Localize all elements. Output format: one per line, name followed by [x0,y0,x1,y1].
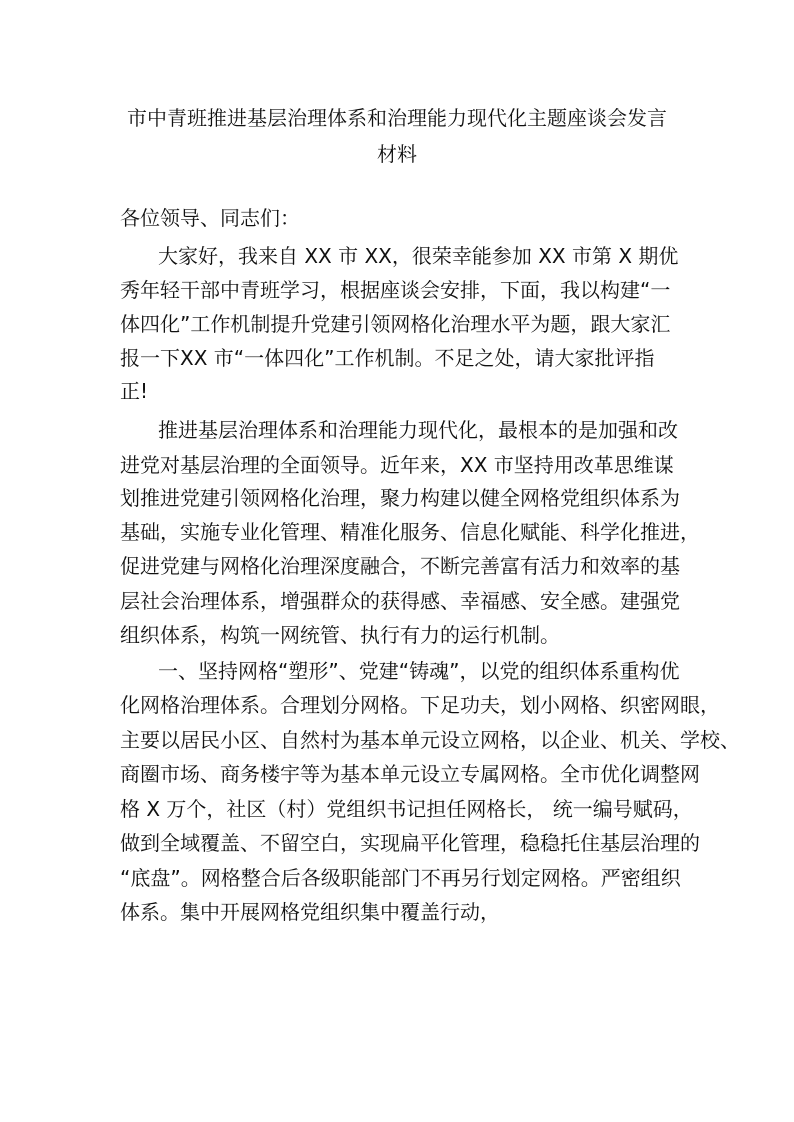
paragraph-1-line-4: 报一下XX 市“一体四化”工作机制。不足之处，请大家批评指 [120,346,655,370]
paragraph-2-line-3: 划推进党建引领网格化治理，聚力构建以健全网格党组织体系为 [120,486,680,510]
paragraph-3-line-3: 主要以居民小区、自然村为基本单元设立网格，以企业、机关、学校、 [120,728,740,752]
paragraph-3-line-7: “底盘”。网格整合后各级职能部门不再另行划定网格。严密组织 [120,866,681,890]
paragraph-3-line-4: 商圈市场、商务楼宇等为基本单元设立专属网格。全市优化调整网 [120,762,700,786]
paragraph-2-line-4: 基础，实施专业化管理、精准化服务、信息化赋能、科学化推进， [120,520,700,544]
paragraph-3-line-2: 化网格治理体系。合理划分网格。下足功夫，划小网格、织密网眼， [120,693,720,717]
document-title-line-2: 材料 [377,142,417,166]
paragraph-2-line-7: 组织体系，构筑一网统管、执行有力的运行机制。 [120,623,560,647]
paragraph-2-line-5: 促进党建与网格化治理深度融合，不断完善富有活力和效率的基 [120,554,680,578]
paragraph-3-line-6: 做到全域覆盖、不留空白，实现扁平化管理，稳稳托住基层治理的 [120,831,700,855]
paragraph-1-line-5: 正! [120,379,149,403]
paragraph-3-line-1: 一、坚持网格“塑形”、党建“铸魂”，以党的组织体系重构优 [158,659,680,683]
salutation: 各位领导、同志们： [120,206,300,230]
paragraph-1-line-1: 大家好，我来自 XX 市 XX，很荣幸能参加 XX 市第 X 期优 [158,244,679,268]
paragraph-3-line-8: 体系。集中开展网格党组织集中覆盖行动， [120,900,500,924]
document-title-line-1: 市中青班推进基层治理体系和治理能力现代化主题座谈会发言 [127,106,667,130]
paragraph-1-line-3: 体四化”工作机制提升党建引领网格化治理水平为题，跟大家汇 [120,312,671,336]
paragraph-1-line-2: 秀年轻干部中青班学习，根据座谈会安排，下面，我以构建“一 [120,278,671,302]
paragraph-2-line-2: 进党对基层治理的全面领导。近年来，XX 市坚持用改革思维谋 [120,453,674,477]
paragraph-2-line-1: 推进基层治理体系和治理能力现代化，最根本的是加强和改 [158,418,678,442]
paragraph-3-line-5: 格 X 万个，社区（村）党组织书记担任网格长， 统一编号赋码， [120,797,693,821]
paragraph-2-line-6: 层社会治理体系，增强群众的获得感、幸福感、安全感。建强党 [120,589,680,613]
